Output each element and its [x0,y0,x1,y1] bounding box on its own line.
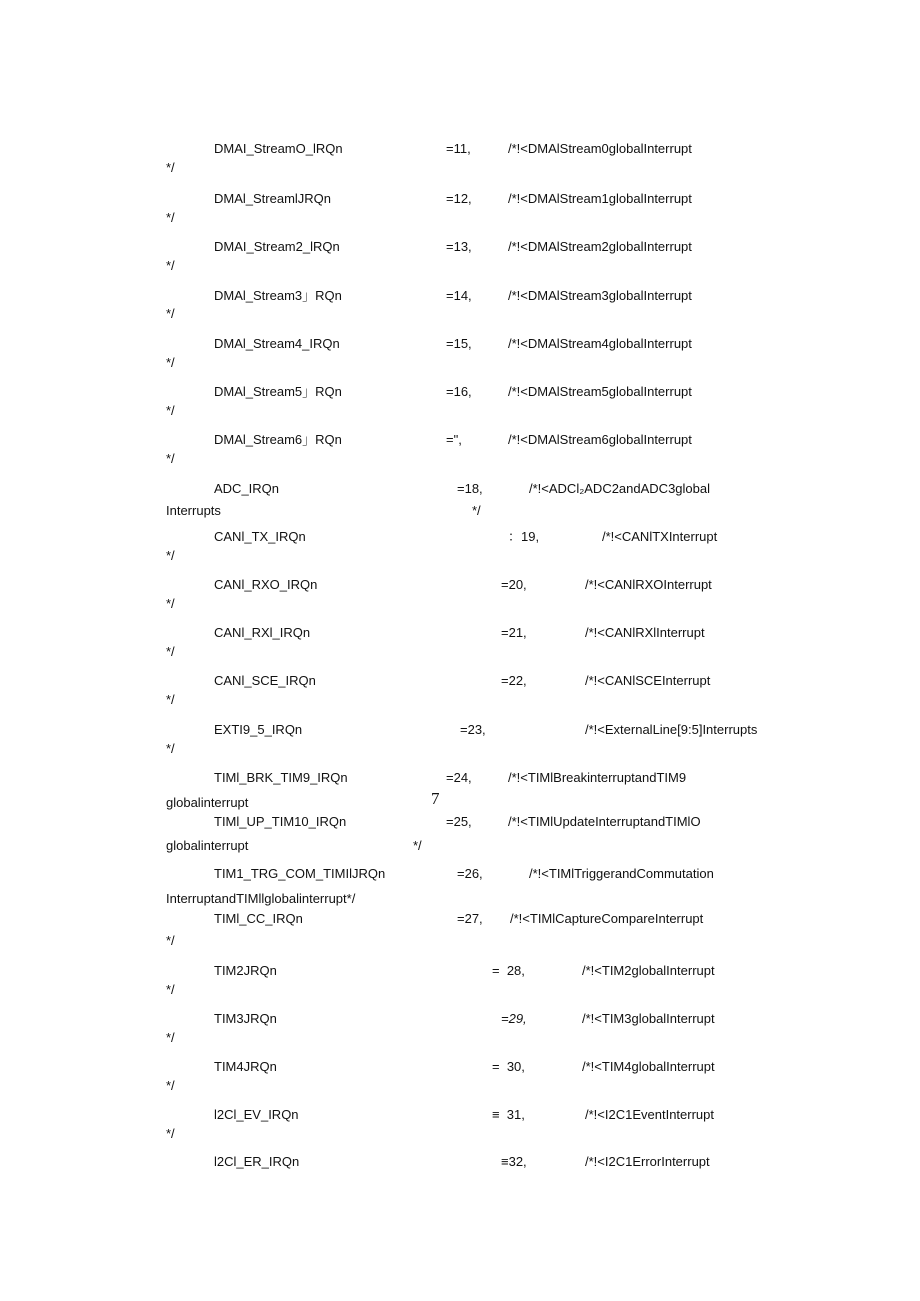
enum-value: =15, [446,336,472,351]
comment-end: */ [166,306,175,321]
enum-name: l2Cl_EV_IRQn [214,1107,299,1122]
enum-comment: /*!<CANlRXlInterrupt [585,625,705,640]
enum-value: =21, [501,625,527,640]
comment-end: */ [166,1078,175,1093]
enum-name: ADC_IRQn [214,481,280,496]
enum-name: DMAl_StreamlJRQn [214,191,332,206]
enum-value: ≡ 31, [492,1107,525,1122]
enum-name: CANl_RXl_IRQn [214,625,311,640]
enum-name: TIM2JRQn [214,963,277,978]
comment-end: InterruptandTIMllglobalinterrupt*/ [166,891,356,906]
enum-value: ：19, [508,529,540,544]
enum-name: CANl_TX_IRQn [214,529,306,544]
enum-comment: /*!<TIM2globalInterrupt [582,963,715,978]
enum-comment: /*!<DMAlStream6globalInterrupt [508,432,692,447]
enum-name: TIMl_BRK_TIM9_IRQn [214,770,348,785]
enum-value: =14, [446,288,472,303]
enum-comment: /*!<TIMlCaptureCompareInterrupt [510,911,704,926]
comment-end: */ [413,838,422,853]
comment-end: */ [166,210,175,225]
enum-value: =", [446,432,462,447]
enum-comment: /*!<TIMlTriggerandCommutation [529,866,714,881]
enum-name: EXTI9_5_IRQn [214,722,303,737]
enum-value: =20, [501,577,527,592]
enum-name: DMAl_Stream3」RQn [214,288,342,303]
enum-name: DMAl_Stream6」RQn [214,432,342,447]
comment-end: globalinterrupt [166,838,249,853]
enum-value: =26, [457,866,483,881]
enum-name: CANl_RXO_IRQn [214,577,318,592]
enum-comment: /*!<TIM3globalInterrupt [582,1011,715,1026]
comment-end: 7 [431,789,440,808]
comment-end: */ [166,982,175,997]
enum-name: DMAl_Stream5」RQn [214,384,342,399]
comment-end: */ [166,355,175,370]
comment-end: */ [166,1030,175,1045]
comment-end: */ [472,503,481,518]
enum-comment: /*!<DMAlStream4globalInterrupt [508,336,692,351]
enum-name: TIMl_CC_IRQn [214,911,303,926]
enum-value: = 30, [492,1059,525,1074]
enum-value: = 28, [492,963,525,978]
enum-value: =29, [501,1011,527,1026]
comment-end: */ [166,403,175,418]
enum-value: =16, [446,384,472,399]
enum-comment: /*!<ADCl₂ADC2andADC3global [529,481,710,496]
comment-end: globalinterrupt [166,795,249,810]
enum-comment: /*!<I2C1EventInterrupt [585,1107,714,1122]
comment-end: */ [166,933,175,948]
enum-value: =22, [501,673,527,688]
enum-value: =13, [446,239,472,254]
enum-name: DMAI_Stream2_lRQn [214,239,340,254]
enum-value: =25, [446,814,472,829]
enum-comment: /*!<DMAlStream2globalInterrupt [508,239,692,254]
comment-end: */ [166,160,175,175]
enum-value: ≡32, [501,1154,527,1169]
enum-value: =12, [446,191,472,206]
enum-name: DMAl_Stream4_IRQn [214,336,340,351]
comment-end: */ [166,741,175,756]
comment-end: Interrupts [166,503,221,518]
comment-end: */ [166,596,175,611]
enum-name: l2Cl_ER_IRQn [214,1154,300,1169]
enum-value: =23, [460,722,486,737]
enum-name: DMAI_StreamO_lRQn [214,141,343,156]
enum-value: =24, [446,770,472,785]
comment-end: */ [166,451,175,466]
enum-name: CANl_SCE_IRQn [214,673,316,688]
enum-comment: /*!<TIMlBreakinterruptandTIM9 [508,770,687,785]
comment-end: */ [166,258,175,273]
enum-comment: /*!<DMAlStream3globalInterrupt [508,288,692,303]
enum-comment: /*!<ExternalLine[9:5]Interrupts [585,722,758,737]
enum-name: TIM1_TRG_COM_TIMIlJRQn [214,866,386,881]
enum-name: TIM4JRQn [214,1059,277,1074]
enum-value: =27, [457,911,483,926]
comment-end: */ [166,548,175,563]
enum-comment: /*!<CANlRXOInterrupt [585,577,712,592]
enum-comment: /*!<TIM4globalInterrupt [582,1059,715,1074]
enum-value: =11, [446,141,471,156]
enum-value: =18, [457,481,483,496]
enum-comment: /*!<CANlSCEInterrupt [585,673,711,688]
enum-comment: /*!<DMAlStream0globalInterrupt [508,141,692,156]
comment-end: */ [166,644,175,659]
enum-name: TIM3JRQn [214,1011,277,1026]
enum-comment: /*!<TIMlUpdateInterruptandTIMlO [508,814,701,829]
enum-comment: /*!<CANlTXInterrupt [602,529,718,544]
enum-comment: /*!<DMAlStream5globalInterrupt [508,384,692,399]
enum-comment: /*!<DMAlStream1globalInterrupt [508,191,692,206]
enum-comment: /*!<I2C1ErrorInterrupt [585,1154,710,1169]
enum-name: TIMl_UP_TIM10_IRQn [214,814,347,829]
comment-end: */ [166,1126,175,1141]
comment-end: */ [166,692,175,707]
